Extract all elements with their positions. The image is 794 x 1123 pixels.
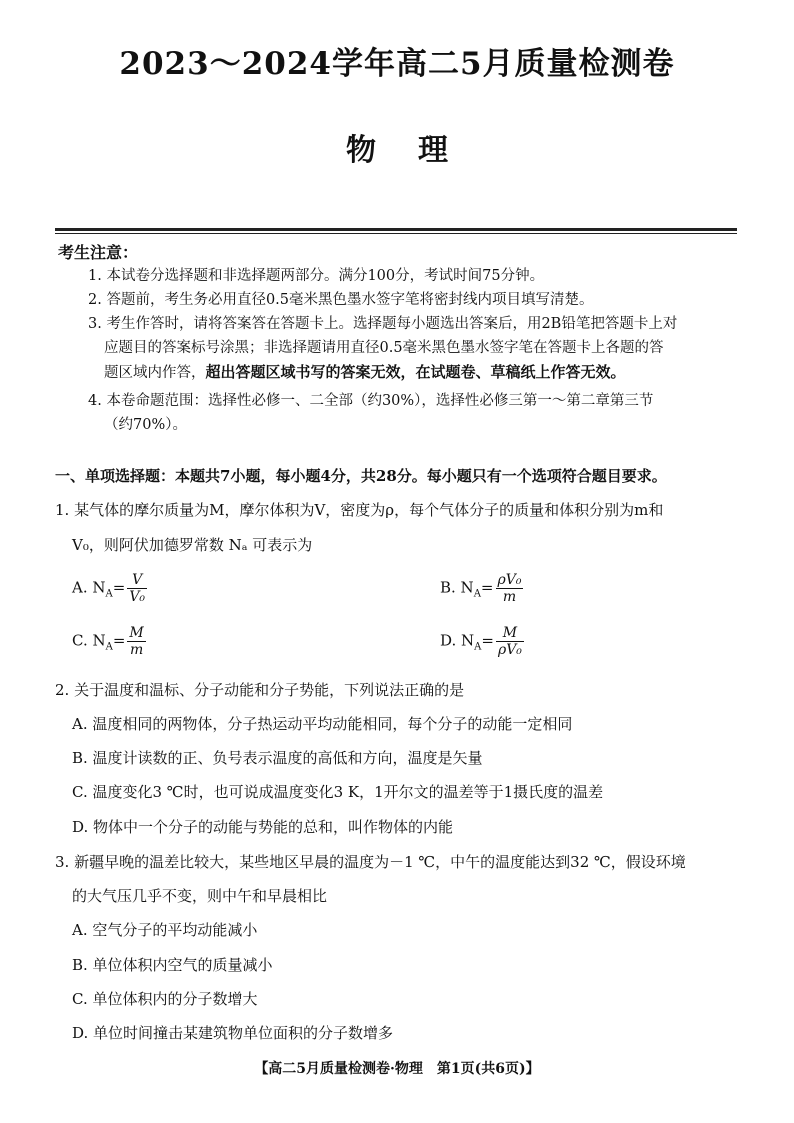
notice-item-3: 3. 考生作答时，请将答案答在答题卡上。选择题每小题选出答案后，用2B铅笔把答题卡上对: [88, 316, 678, 332]
q2-option-b: B. 温度计读数的正、负号表示温度的高低和方向，温度是矢量: [72, 749, 483, 767]
q2-option-d: D. 物体中一个分子的动能与势能的总和，叫作物体的内能: [72, 818, 454, 836]
notice-item-2: 2. 答题前，考生务必用直径0.5毫米黑色墨水签字笔将密封线内项目填写清楚。: [88, 292, 594, 308]
q1-option-d: D. $N_A=$ $\frac{M}{\text{ρV₀}}$: [440, 625, 522, 658]
section-heading: 一、单项选择题：本题共7小题，每小题4分，共28分。每小题只有一个选项符合题目要求。: [55, 467, 667, 485]
q3-option-a: A. 空气分子的平均动能减小: [72, 921, 258, 939]
q3-option-d: D. 单位时间撞击某建筑物单位面积的分子数增多: [72, 1024, 394, 1042]
notice-item-3-cont: 应题目的答案标号涂黑；非选择题请用直径0.5毫米黑色墨水签字笔在答题卡上各题的答: [104, 340, 664, 356]
notice-item-1: 1. 本试卷分选择题和非选择题两部分。满分100分，考试时间75分钟。: [88, 268, 545, 284]
question-1-line2: V₀，则阿伏加德罗常数 Nₐ 可表示为: [72, 536, 313, 554]
q2-option-c: C. 温度变化3 ℃时，也可说成温度变化3 K，1开尔文的温差等于1摄氏度的温差: [72, 783, 604, 801]
fraction: $\frac{M}{m}$: [129, 625, 144, 658]
question-1-line1: 1. 某气体的摩尔质量为M，摩尔体积为V，密度为ρ，每个气体分子的质量和体积分别为m和: [55, 501, 664, 519]
q1-option-c: C. $N_A=$ $\frac{M}{m}$: [72, 625, 144, 658]
subject-title: 物理: [346, 133, 490, 168]
question-3-line1: 3. 新疆早晚的温差比较大，某些地区早晨的温度为－1 ℃，中午的温度能达到32 ℃，假设环境: [55, 853, 686, 871]
q2-option-a: A. 温度相同的两物体，分子热运动平均动能相同，每个分子的动能一定相同: [72, 715, 573, 733]
q1-option-a: A. $N_A=$ $\frac{V}{\text{V₀}}$: [72, 572, 146, 605]
notice-item-4-cont: （约70%）。: [104, 417, 187, 433]
q3-option-c: C. 单位体积内的分子数增大: [72, 990, 258, 1008]
divider-thick: [55, 228, 737, 231]
fraction: $\frac{\text{ρV₀}}{m}$: [497, 572, 522, 605]
question-3-line2: 的大气压几乎不变，则中午和早晨相比: [72, 887, 328, 905]
question-2-stem: 2. 关于温度和温标、分子动能和分子势能，下列说法正确的是: [55, 681, 465, 699]
notice-text: 题区域内作答，: [104, 365, 206, 381]
notice-bold-warning: 超出答题区域书写的答案无效，在试题卷、草稿纸上作答无效。: [205, 363, 626, 381]
fraction: $\frac{V}{\text{V₀}}$: [129, 572, 146, 605]
q3-option-b: B. 单位体积内空气的质量减小: [72, 956, 273, 974]
notice-item-4: 4. 本卷命题范围：选择性必修一、二全部（约30%），选择性必修三第一～第二章第三节: [88, 393, 654, 409]
exam-title: 2023～2024学年高二5月质量检测卷: [119, 46, 675, 82]
divider-thin: [55, 233, 737, 234]
notice-heading: 考生注意：: [58, 243, 139, 262]
notice-item-3-cont2: [104, 359, 744, 386]
q1-option-b: B. $N_A=$ $\frac{\text{ρV₀}}{m}$: [440, 572, 522, 605]
page-footer: 【高二5月质量检测卷·物理 第1页(共6页)】: [254, 1061, 540, 1077]
fraction: $\frac{M}{\text{ρV₀}}$: [497, 625, 522, 658]
